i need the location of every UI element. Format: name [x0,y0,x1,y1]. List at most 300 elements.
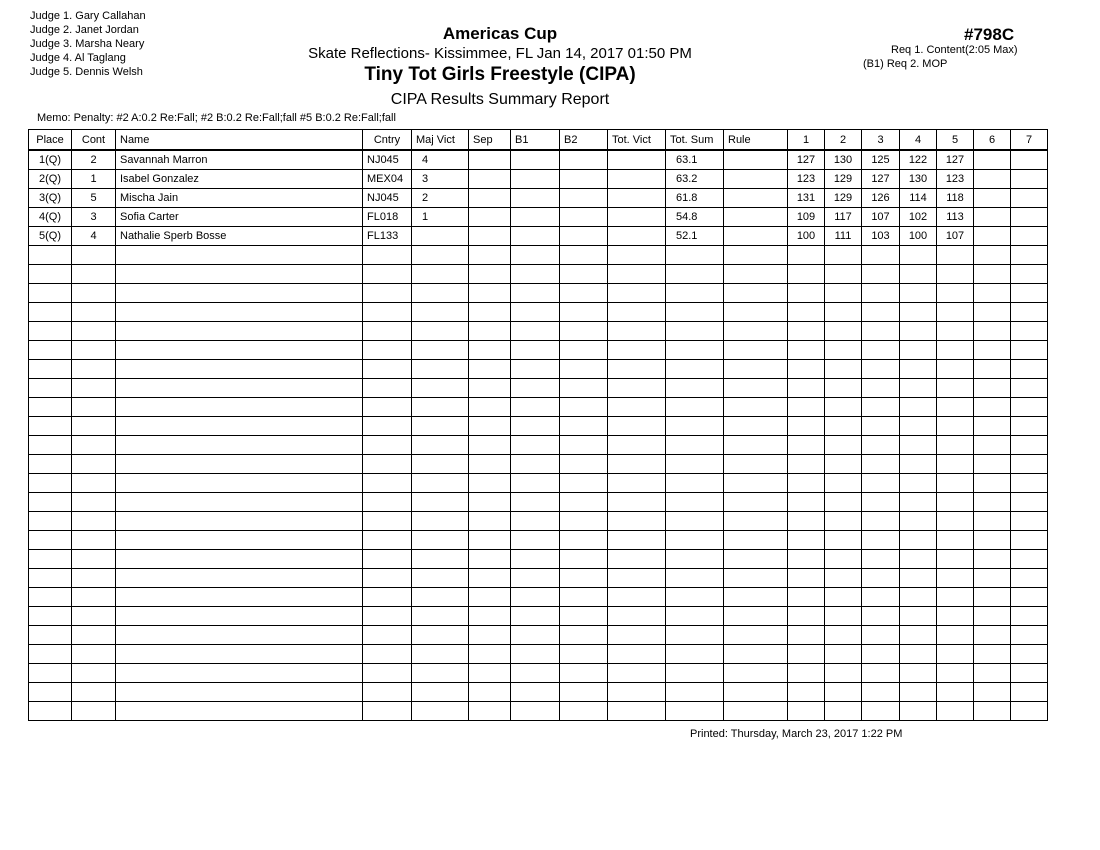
cell-totsum: 63.2 [666,170,724,189]
cell-name [116,379,363,398]
cell-sep [469,150,511,170]
col-b2: B2 [560,130,608,151]
cell-b1 [511,664,560,683]
cell-totvict [608,588,666,607]
cell-j2 [825,322,862,341]
cell-b1 [511,569,560,588]
cell-b2 [560,683,608,702]
cell-j7 [1011,398,1048,417]
cell-cntry [363,493,412,512]
cell-j5 [937,341,974,360]
cell-cntry: MEX04 [363,170,412,189]
cell-name [116,531,363,550]
cell-j2 [825,607,862,626]
cell-maj [412,246,469,265]
cell-j5 [937,569,974,588]
cell-b2 [560,512,608,531]
cell-cont [72,303,116,322]
empty-row [29,512,1048,531]
cell-maj: 4 [412,150,469,170]
cell-rule [724,246,788,265]
cell-cntry [363,265,412,284]
empty-row [29,284,1048,303]
cell-totvict [608,550,666,569]
cell-place [29,303,72,322]
cell-sep [469,417,511,436]
cell-j3 [862,588,900,607]
cell-j7 [1011,474,1048,493]
cell-totvict [608,208,666,227]
cell-maj [412,588,469,607]
cell-maj [412,645,469,664]
cell-rule [724,379,788,398]
cell-b1 [511,150,560,170]
cell-b1 [511,645,560,664]
cell-j2 [825,683,862,702]
cell-b2 [560,531,608,550]
cell-j6 [974,683,1011,702]
cell-j3 [862,379,900,398]
cell-j5: 113 [937,208,974,227]
cell-j7 [1011,265,1048,284]
cell-totvict [608,170,666,189]
cell-name [116,683,363,702]
cell-j5 [937,455,974,474]
cell-j3 [862,531,900,550]
cell-place [29,265,72,284]
cell-j5: 123 [937,170,974,189]
cell-totvict [608,341,666,360]
cell-j3 [862,645,900,664]
cell-j2: 130 [825,150,862,170]
judge-4: Judge 4. Al Taglang [30,52,126,64]
cell-b2 [560,645,608,664]
cell-j3 [862,246,900,265]
cell-cont [72,588,116,607]
cell-b1 [511,702,560,721]
cell-place [29,607,72,626]
cell-cntry [363,512,412,531]
cell-b1 [511,531,560,550]
cell-b1 [511,360,560,379]
cell-totvict [608,265,666,284]
event-title: Americas Cup [442,24,558,43]
cell-j1 [788,683,825,702]
cell-place: 4(Q) [29,208,72,227]
cell-j7 [1011,360,1048,379]
cell-j2: 117 [825,208,862,227]
cell-rule [724,227,788,246]
cell-name: Mischa Jain [116,189,363,208]
cell-j1 [788,379,825,398]
cell-j6 [974,208,1011,227]
cell-sep [469,702,511,721]
cell-cont [72,417,116,436]
cell-j7 [1011,683,1048,702]
cell-cont [72,512,116,531]
col-tot-vict: Tot. Vict [608,130,666,151]
cell-j6 [974,322,1011,341]
cell-sep [469,322,511,341]
cell-b2 [560,474,608,493]
cell-name [116,265,363,284]
judge-5: Judge 5. Dennis Welsh [30,66,143,78]
cell-totvict [608,284,666,303]
cell-j6 [974,626,1011,645]
cell-cntry [363,417,412,436]
cell-name [116,607,363,626]
cell-j5 [937,398,974,417]
cell-j1 [788,436,825,455]
cell-j2 [825,436,862,455]
col-judge-1: 1 [788,130,825,151]
cell-j5 [937,246,974,265]
cell-j6 [974,664,1011,683]
cell-sep [469,569,511,588]
cell-j3 [862,398,900,417]
cell-totsum [666,417,724,436]
cell-cntry [363,645,412,664]
cell-b1 [511,493,560,512]
cell-place [29,588,72,607]
cell-j2 [825,626,862,645]
cell-j1 [788,645,825,664]
cell-sep [469,607,511,626]
cell-totsum [666,550,724,569]
cell-totvict [608,664,666,683]
penalty-memo: Memo: Penalty: #2 A:0.2 Re:Fall; #2 B:0.2 Re:Fall;fall #5 B:0.2 Re:Fall;fall [37,112,396,124]
cell-j6 [974,284,1011,303]
cell-j5 [937,607,974,626]
col-cntry: Cntry [363,130,412,151]
cell-cntry [363,702,412,721]
cell-cont [72,702,116,721]
cell-b2 [560,379,608,398]
cell-place [29,702,72,721]
cell-sep [469,455,511,474]
cell-cntry: FL018 [363,208,412,227]
cell-j1: 109 [788,208,825,227]
cell-b2 [560,455,608,474]
requirement-2: (B1) Req 2. MOP [863,58,948,70]
cell-j4 [900,455,937,474]
cell-rule [724,208,788,227]
cell-j7 [1011,322,1048,341]
cell-cntry [363,436,412,455]
cell-j2 [825,360,862,379]
cell-cont [72,664,116,683]
cell-totvict [608,493,666,512]
cell-j2 [825,531,862,550]
cell-place [29,455,72,474]
cell-b1 [511,322,560,341]
empty-row [29,436,1048,455]
cell-j1: 100 [788,227,825,246]
cell-totvict [608,607,666,626]
empty-row [29,531,1048,550]
cell-j1 [788,474,825,493]
cell-totvict [608,702,666,721]
cell-totvict [608,683,666,702]
cell-j7 [1011,645,1048,664]
cell-totsum [666,341,724,360]
cell-j4 [900,284,937,303]
cell-j2 [825,550,862,569]
cell-maj: 1 [412,208,469,227]
cell-j3 [862,512,900,531]
cell-j7 [1011,189,1048,208]
cell-cont: 3 [72,208,116,227]
cell-j3: 127 [862,170,900,189]
cell-name [116,303,363,322]
cell-j7 [1011,417,1048,436]
cell-cont [72,398,116,417]
cell-sep [469,246,511,265]
cell-j6 [974,341,1011,360]
cell-j7 [1011,150,1048,170]
cell-b2 [560,398,608,417]
cell-rule [724,493,788,512]
cell-j1: 127 [788,150,825,170]
cell-totvict [608,474,666,493]
category-title: Tiny Tot Girls Freestyle (CIPA) [364,64,636,85]
cell-rule [724,550,788,569]
cell-b1 [511,227,560,246]
cell-sep [469,531,511,550]
cell-rule [724,569,788,588]
cell-j1 [788,531,825,550]
cell-cont [72,493,116,512]
cell-j7 [1011,550,1048,569]
cell-cont [72,455,116,474]
cell-j3 [862,322,900,341]
cell-rule [724,170,788,189]
cell-j1 [788,284,825,303]
cell-b2 [560,284,608,303]
cell-sep [469,436,511,455]
cell-name: Isabel Gonzalez [116,170,363,189]
cell-maj: 3 [412,170,469,189]
cell-totsum: 54.8 [666,208,724,227]
cell-j6 [974,150,1011,170]
cell-j4 [900,265,937,284]
cell-b1 [511,626,560,645]
cell-name [116,702,363,721]
col-judge-2: 2 [825,130,862,151]
cell-j7 [1011,455,1048,474]
cell-place [29,550,72,569]
cell-j7 [1011,170,1048,189]
cell-place [29,664,72,683]
cell-j4 [900,683,937,702]
cell-totvict [608,531,666,550]
cell-cntry [363,569,412,588]
cell-rule [724,626,788,645]
empty-row [29,493,1048,512]
cell-maj [412,626,469,645]
cell-j4 [900,645,937,664]
cell-j7 [1011,208,1048,227]
cell-totvict [608,417,666,436]
cell-totsum [666,303,724,322]
empty-row [29,455,1048,474]
cell-j3 [862,626,900,645]
cell-j1 [788,322,825,341]
cell-totvict [608,189,666,208]
cell-name [116,322,363,341]
cell-totvict [608,150,666,170]
cell-sep [469,189,511,208]
cell-rule [724,322,788,341]
cell-cntry [363,607,412,626]
cell-cntry [363,455,412,474]
cell-sep [469,474,511,493]
cell-j6 [974,360,1011,379]
cell-cntry [363,284,412,303]
cell-maj [412,569,469,588]
cell-j7 [1011,436,1048,455]
cell-place [29,493,72,512]
cell-b2 [560,341,608,360]
cell-totsum: 52.1 [666,227,724,246]
cell-j4 [900,702,937,721]
col-maj-vict: Maj Vict [412,130,469,151]
result-row [29,170,1048,189]
col-judge-7: 7 [1011,130,1048,151]
cell-b1 [511,588,560,607]
col-cont: Cont [72,130,116,151]
col-judge-6: 6 [974,130,1011,151]
cell-j5 [937,265,974,284]
cell-totvict [608,645,666,664]
cell-j1 [788,626,825,645]
judge-3: Judge 3. Marsha Neary [30,38,145,50]
cell-maj [412,341,469,360]
cell-j7 [1011,341,1048,360]
cell-j5 [937,303,974,322]
cell-j2 [825,664,862,683]
cell-maj [412,322,469,341]
empty-row [29,246,1048,265]
empty-row [29,645,1048,664]
cell-j7 [1011,702,1048,721]
cell-j6 [974,588,1011,607]
cell-b2 [560,417,608,436]
cell-sep [469,398,511,417]
cell-b2 [560,607,608,626]
cell-rule [724,265,788,284]
cell-b2 [560,626,608,645]
cell-j4: 130 [900,170,937,189]
cell-cont [72,569,116,588]
result-row [29,150,1048,170]
col-b1: B1 [511,130,560,151]
cell-cont: 5 [72,189,116,208]
cell-j3: 107 [862,208,900,227]
cell-j5 [937,474,974,493]
cell-b1 [511,379,560,398]
cell-rule [724,455,788,474]
cell-place [29,398,72,417]
cell-name [116,246,363,265]
cell-maj [412,607,469,626]
cell-b2 [560,189,608,208]
cell-b1 [511,189,560,208]
cell-j4 [900,512,937,531]
cell-cont [72,626,116,645]
cell-j4 [900,626,937,645]
cell-cntry [363,360,412,379]
cell-cntry [363,303,412,322]
result-row [29,189,1048,208]
cell-totsum [666,626,724,645]
cell-j5 [937,531,974,550]
cell-j6 [974,493,1011,512]
cell-cntry [363,322,412,341]
result-row [29,208,1048,227]
cell-cntry [363,246,412,265]
empty-row [29,569,1048,588]
cell-j1 [788,341,825,360]
cell-b1 [511,436,560,455]
cell-name [116,398,363,417]
col-sep: Sep [469,130,511,151]
cell-sep [469,170,511,189]
cell-j3 [862,341,900,360]
cell-j3: 125 [862,150,900,170]
cell-maj [412,702,469,721]
cell-j7 [1011,246,1048,265]
cell-totvict [608,398,666,417]
cell-cont [72,246,116,265]
header-row [29,130,1048,151]
cell-place [29,341,72,360]
cell-b2 [560,170,608,189]
printed-timestamp: Printed: Thursday, March 23, 2017 1:22 PM [690,728,903,740]
cell-sep [469,265,511,284]
cell-j3 [862,455,900,474]
cell-place [29,436,72,455]
cell-totvict [608,360,666,379]
cell-j7 [1011,664,1048,683]
cell-cntry [363,626,412,645]
cell-totvict [608,455,666,474]
cell-j1 [788,398,825,417]
empty-row [29,588,1048,607]
cell-totsum [666,322,724,341]
cell-b1 [511,474,560,493]
cell-rule [724,398,788,417]
cell-totvict [608,569,666,588]
cell-j1 [788,702,825,721]
cell-cont [72,683,116,702]
cell-sep [469,664,511,683]
cell-j3: 103 [862,227,900,246]
cell-j6 [974,455,1011,474]
cell-j6 [974,170,1011,189]
col-judge-5: 5 [937,130,974,151]
cell-cntry: NJ045 [363,150,412,170]
cell-totsum [666,683,724,702]
cell-maj [412,398,469,417]
cell-sep [469,683,511,702]
cell-cont [72,474,116,493]
cell-cont [72,284,116,303]
empty-row [29,683,1048,702]
cell-j6 [974,550,1011,569]
cell-j4 [900,550,937,569]
cell-name [116,512,363,531]
